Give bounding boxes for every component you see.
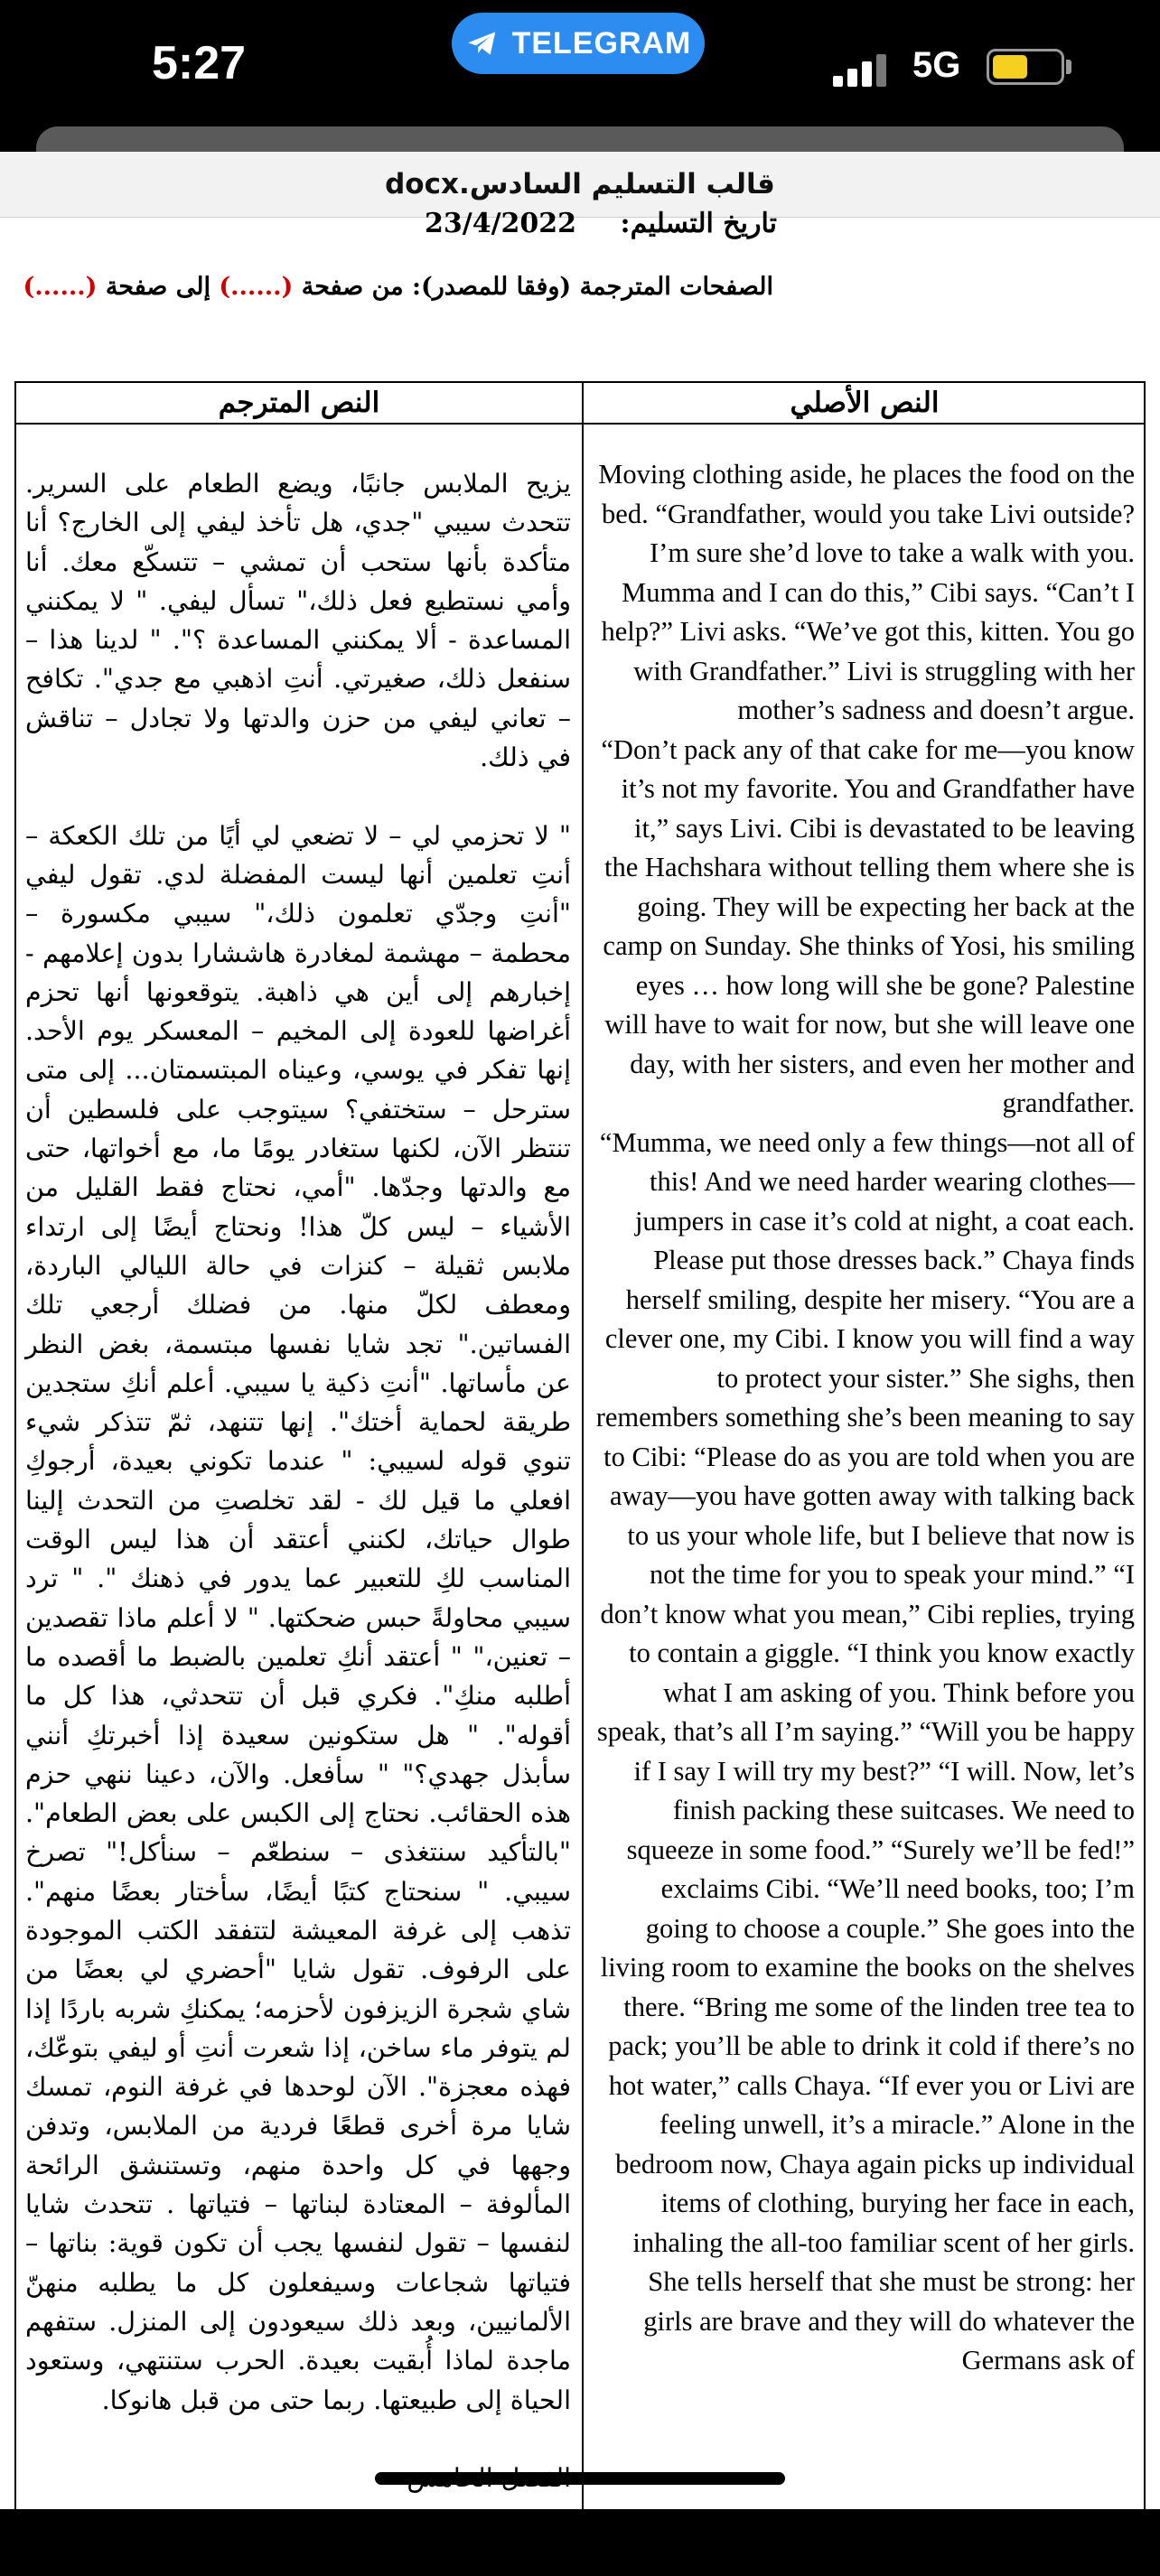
- document-viewer: [0, 152, 1160, 2571]
- translated-column-header: النص المترجم: [218, 387, 380, 419]
- status-bar: [0, 0, 1160, 135]
- pages-mid: إلى صفحة: [105, 273, 210, 301]
- original-paragraph: “Mumma, we need only a few things—not all of this! And we need harder wearing clothes—jumpers in case it’s cold at night, a coat each. Please put those dresses back.” Chaya finds herself smiling, despite her misery. “You are a clever one, my Cibi. I know you will find a way to protect your sister.” She sighs, then remembers something she’s been meaning to say to Cibi: “Please do as you are told when you are away—you have gotten away with talking back to us your whole life, but I believe that now is not the time for you to speak your mind.” “I don’t know what you mean,” Cibi replies, trying to contain a giggle. “I think you know exactly what I am asking of you. Think before you speak, that’s all I’m saying.” “Will you be happy if I say I will try my best?” “I will. Now, let’s finish packing these suitcases. We need to squeeze in some food.” “Surely we’ll be fed!” exclaims Cibi. “We’ll need books, too; I’m going to choose a couple.” She goes into the living room to examine the books on the shelves there. “Bring me some of the linden tree tea to pack; you’ll be able to drink it cold if there’s no hot water,” calls Chaya. “If ever you or Livi are feeling unwell, it’s a miracle.” Alone in the bedroom now, Chaya again picks up individual items of clothing, burying her face in each, inhaling the all-too familiar scent of her girls. She tells herself that she must be strong: her girls are brave and they will do whatever the Germans ask of: [595, 1126, 1135, 2375]
- translation-table: [14, 381, 1146, 2571]
- translated-pages-line: [23, 273, 773, 301]
- translated-text: يزيح الملابس جانبًا، ويضع الطعام على السرير. تتحدث سيبي "جدي، هل تأخذ ليفي إلى الخارج؟ أنا متأكدة بأنها ستحب أن تمشي – تتسكّع معك. أنا وأمي نستطيع فعل ذلك،" تسأل ليفي. " لا يمكنني المساعدة - ألا يمكنني المساعدة ؟". " لدينا هذا – سنفعل ذلك، صغيرتي. أنتِ اذهبي مع جدي". تكافح – تعاني ليفي من حزن والدتها ولا تجادل – تناقش في ذلك. " لا تحزمي لي – لا تضعي لي أيًا من تلك الكعكة – أنتِ تعلمين أنها ليست المفضلة لدي. تقول ليفي "أنتِ وجدّي تعلمون ذلك،" سيبي مكسورة – محطمة – مهشمة لمغادرة هاششارا بدون إعلامهم - إخبارهم إلى أين هي ذاهبة. يتوقعونها أنها تحزم أغراضها للعودة إلى المخيم – المعسكر يوم الأحد. إنها تفكر في يوسي، وعيناه المبتسمتان... إلى متى سترحل – ستختفي؟ سيتوجب على فلسطين أن تنتظر الآن، لكنها ستغادر يومًا ما، مع أخواتها، حتى مع والدتها وجدّها. "أمي، نحتاج فقط القليل من الأشياء – ليس كلّ هذا! ونحتاج أيضًا إلى ارتداء ملابس ثقيلة – كنزات في حالة الليالي الباردة، ومعطف لكلّ منها. من فضلك أرجعي تلك الفساتين." تجد شايا نفسها مبتسمة، بغض النظر عن مأساتها. "أنتِ ذكية يا سيبي. أعلم أنكِ ستجدين طريقة لحماية أختك". إنها تتنهد، ثمّ تتذكر شيء تنوي قوله لسيبي: " عندما تكوني بعيدة، أرجوكِ افعلي ما قيل لك - لقد تخلصتِ من التحدث إلينا طوال حياتك، لكنني أعتقد أن هذا ليس الوقت المناسب لكِ للتعبير عما يدور في ذهنك ". " ترد سيبي محاولةً حبس ضحكتها. " لا أعلم ماذا تقصدين – تعنين،" " أعتقد أنكِ تعلمين بالضبط ما أقصده ما أطلبه منكِ". فكري قبل أن تتحدثي، هذا كل ما أقوله". " هل ستكونين سعيدة إذا أخبرتكِ أنني سأبذل جهدي؟" " سأفعل. والآن، دعينا ننهي حزم هذه الحقائب. نحتاج إلى الكبس على بعض الطعام". "بالتأكيد سنتغذى – سنطعّم – سنأكل!" تصرخ سيبي. " سنحتاج كتبًا أيضًا، سأختار بعضًا منهم". تذهب إلى غرفة المعيشة لتتفقد الكتب الموجودة على الرفوف. تقول شايا "أحضري لي بعضًا من شاي شجرة الزيزفون لأحزمه؛ يمكنكِ شربه باردًا إذا لم يتوفر ماء ساخن، إذا شعرت أنتِ أو ليفي بتوعّك، فهذه معجزة". الآن لوحدها في غرفة النوم، تمسك شايا مرة أخرى قطعًا فردية من الملابس، وتدفن وجهها في كل واحدة منهم، وتستنشق الرائحة المألوفة – المعتادة لبناتها – فتياتها . تتحدث شايا لنفسها – تقول لنفسها يجب أن تكون قوية: بناتها – فتياتها شجاعات وسيفعلون كل ما يطلبه منهنّ الألمانيين، وبعد ذلك سيعودون إلى المنزل. ستفهم ماجدة لماذا أُبقيت بعيدة. الحرب ستنتهي، وستعود الحياة إلى طبيعتها. ربما حتى من قبل هانوكا. مستشفى هوميني مارس 1942: [25, 469, 571, 2571]
- original-paragraph: Moving clothing aside, he places the food on the bed. “Grandfather, would you take Livi outside? I’m sure she’d love to take a walk with you. Mumma and I can do this,” Cibi says. “Can’t I help?” Livi asks. “We’ve got this, kitten. You go with Grandfather.” Livi is struggling with her mother’s sadness and doesn’t argue.: [598, 459, 1135, 725]
- table-header-row: [16, 383, 1144, 425]
- battery-icon: [987, 49, 1064, 85]
- network-type: 5G: [912, 45, 961, 85]
- document-page[interactable]: [0, 208, 1160, 2571]
- original-column-header: النص الأصلي: [790, 387, 940, 419]
- column-divider: [582, 383, 584, 2549]
- clock: 5:27: [152, 37, 247, 89]
- submission-date: 23/4/2022: [425, 208, 577, 239]
- telegram-pill-label: TELEGRAM: [511, 25, 692, 61]
- signal-icon: [833, 52, 887, 87]
- telegram-icon: [465, 26, 500, 61]
- original-paragraph: “Don’t pack any of that cake for me—you know it’s not my favorite. You and Grandfather have it,” says Livi. Cibi is devastated to be leaving the Hachshara without telling them where she is going. They will be expecting her back at the camp on Sunday. She thinks of Yosi, his smiling eyes … how long will she be gone? Palestine will have to wait for now, but she will leave one day, with her sisters, and even her mother and grandfather.: [601, 733, 1135, 1118]
- document-header: [0, 152, 1160, 218]
- pages-to: (......): [23, 273, 98, 301]
- home-indicator[interactable]: [375, 2472, 785, 2485]
- document-filename: قالب التسليم السادس.docx: [385, 168, 775, 201]
- pages-from: (......): [219, 273, 294, 301]
- pages-prefix: الصفحات المترجمة (وفقا للمصدر): من صفحة: [301, 273, 773, 301]
- telegram-return-pill[interactable]: [452, 13, 705, 74]
- battery-cap: [1066, 60, 1071, 74]
- original-text: [594, 455, 1135, 2381]
- submission-label: تاريخ التسليم:: [620, 208, 777, 239]
